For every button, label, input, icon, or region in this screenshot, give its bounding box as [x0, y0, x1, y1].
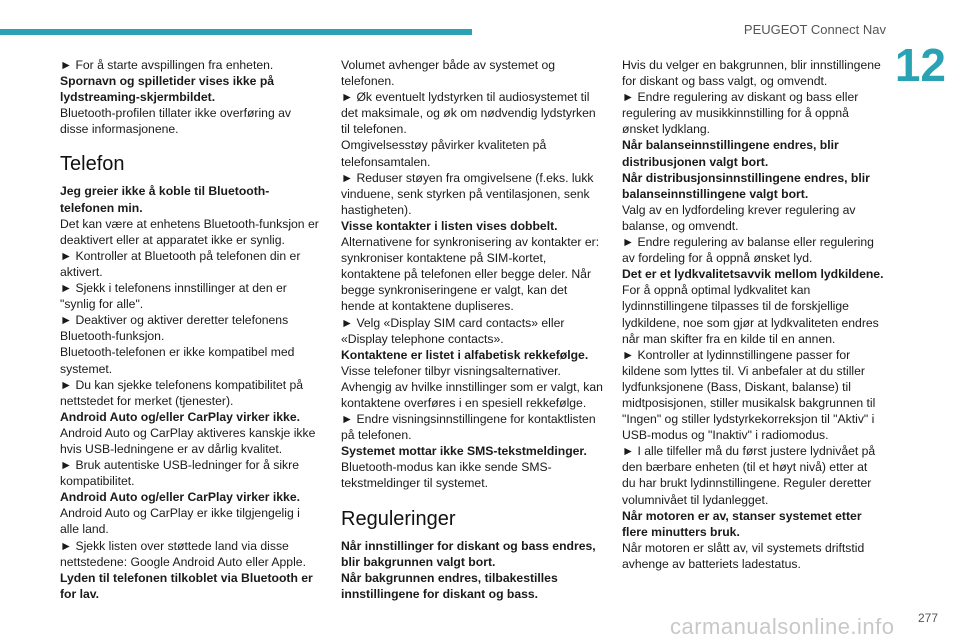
paragraph: ► Endre visningsinnstillingene for kontaktlisten på telefonen. [341, 412, 596, 443]
paragraph: Bluetooth-profilen tillater ikke overføring av disse informasjonene. [60, 106, 291, 137]
section-heading: Reguleringer [341, 507, 456, 530]
paragraph: Bluetooth-telefonen er ikke kompatibel med systemet. [60, 345, 295, 376]
paragraph: Når motoren er slått av, vil systemets driftstid avhenge av batteriets ladestatus. [622, 540, 865, 571]
watermark: carmanualsonline.info [670, 614, 895, 639]
question-text: Android Auto og/eller CarPlay virker ikke. [60, 409, 300, 424]
text-column-1 [60, 57, 322, 602]
question-text: Lyden til telefonen tilkoblet via Bluetooth er for lav. [60, 570, 313, 601]
paragraph: Android Auto og CarPlay er ikke tilgjengelig i alle land. [60, 506, 300, 537]
question-text: Når bakgrunnen endres, tilbakestilles innstillingene for diskant og bass. [341, 570, 558, 601]
paragraph: Volumet avhenger både av systemet og telefonen. [341, 58, 556, 89]
question-text: Visse kontakter i listen vises dobbelt. [341, 218, 558, 233]
paragraph: ► Endre regulering av balanse eller regulering av fordeling for å oppnå ønsket lyd. [622, 235, 874, 266]
question-text: Spornavn og spilletider vises ikke på lydstreaming-skjermbildet. [60, 74, 275, 105]
paragraph: Valg av en lydfordeling krever regulering av balanse, og omvendt. [622, 202, 856, 233]
question-text: Når balanseinnstillingene endres, blir distribusjonen valgt bort. [622, 138, 839, 169]
question-text: Når motoren er av, stanser systemet etter flere minutters bruk. [622, 508, 862, 539]
paragraph: ► Sjekk listen over støttede land via disse nettstedene: Google Android Auto eller Apple. [60, 538, 306, 569]
chapter-number: 12 [894, 39, 946, 91]
paragraph: Bluetooth-modus kan ikke sende SMS-tekstmeldinger til systemet. [341, 460, 552, 491]
question-text: Når distribusjonsinnstillingene endres, blir balanseinnstillingene valgt bort. [622, 170, 870, 201]
text-column-3 [622, 57, 884, 572]
header-title: PEUGEOT Connect Nav [743, 22, 886, 37]
paragraph: ► Øk eventuelt lydstyrken til audiosystemet til det maksimale, og øk om nødvendig lydstyrken til telefonen. [341, 90, 596, 137]
paragraph: For å oppnå optimal lydkvalitet kan lydinnstillingene tilpasses til de forskjellige lydkildene, noe som gjør at lydkvaliteten endres når man skifter fra en kilde til en annen. [622, 283, 879, 346]
paragraph: Det kan være at enhetens Bluetooth-funksjon er deaktivert eller at apparatet ikke er synlig. [60, 216, 319, 247]
question-text: Kontaktene er listet i alfabetisk rekkefølge. [341, 347, 589, 362]
paragraph: ► For å starte avspillingen fra enheten. [60, 58, 274, 72]
paragraph: ► Deaktiver og aktiver deretter telefonens Bluetooth-funksjon. [60, 313, 289, 344]
question-text: Det er et lydkvalitetsavvik mellom lydkildene. [622, 267, 884, 282]
header-accent-bar [0, 29, 472, 35]
paragraph: ► Du kan sjekke telefonens kompatibilitet på nettstedet for merket (tjenester). [60, 377, 304, 408]
question-text: Android Auto og/eller CarPlay virker ikke. [60, 490, 300, 505]
section-heading: Telefon [60, 153, 125, 176]
paragraph: ► Reduser støyen fra omgivelsene (f.eks. lukk vinduene, senk styrken på ventilasjonen, senk hastigheten). [341, 170, 594, 217]
paragraph: ► Kontroller at lydinnstillingene passer for kildene som lyttes til. Vi anbefaler at du stiller lydfunksjonene (Bass, Diskant, balanse) til midtposisjonen, stiller musikalsk bakgrunnen til "Ingen" og stiller lydstyrkekorreksjon til "Aktiv" i USB-modus og "Inaktiv" i radiomodus. [622, 347, 876, 443]
paragraph: ► Endre regulering av diskant og bass eller regulering av musikkinnstilling for å oppnå ønsket lydklang. [622, 90, 859, 137]
page-number: 277 [917, 611, 938, 625]
paragraph: Omgivelsesstøy påvirker kvaliteten på telefonsamtalen. [341, 138, 547, 169]
paragraph: ► Bruk autentiske USB-ledninger for å sikre kompatibilitet. [60, 458, 299, 489]
paragraph: Android Auto og CarPlay aktiveres kanskje ikke hvis USB-ledningene er av dårlig kvalitet. [60, 425, 316, 456]
text-column-2 [341, 57, 603, 602]
question-text: Jeg greier ikke å koble til Bluetooth-telefonen min. [60, 184, 270, 215]
paragraph: Hvis du velger en bakgrunnen, blir innstillingene for diskant og bass valgt, og omvendt. [622, 58, 881, 89]
paragraph: Alternativene for synkronisering av kontakter er: synkroniser kontaktene på SIM-kortet, kontaktene på telefonen eller begge deler. Når begge synkroniseringene er valgt, kan det hende at kontaktene dupliseres. [341, 235, 600, 314]
paragraph: Visse telefoner tilbyr visningsalternativer. Avhengig av hvilke innstillinger som er valgt, kan kontaktene overføres i en spesiell rekkefølge. [341, 363, 603, 410]
paragraph: ► I alle tilfeller må du først justere lydnivået på den bærbare enheten (til et høyt nivå) etter at du har brukt lydinnstillingene. Reguler deretter volumnivået til lydanlegget. [622, 444, 876, 507]
question-text: Systemet mottar ikke SMS-tekstmeldinger. [341, 444, 587, 459]
paragraph: ► Sjekk i telefonens innstillinger at den er "synlig for alle". [60, 281, 287, 312]
paragraph: ► Velg «Display SIM card contacts» eller «Display telephone contacts». [341, 315, 565, 346]
question-text: Når innstillinger for diskant og bass endres, blir bakgrunnen valgt bort. [341, 538, 596, 569]
paragraph: ► Kontroller at Bluetooth på telefonen din er aktivert. [60, 248, 301, 279]
